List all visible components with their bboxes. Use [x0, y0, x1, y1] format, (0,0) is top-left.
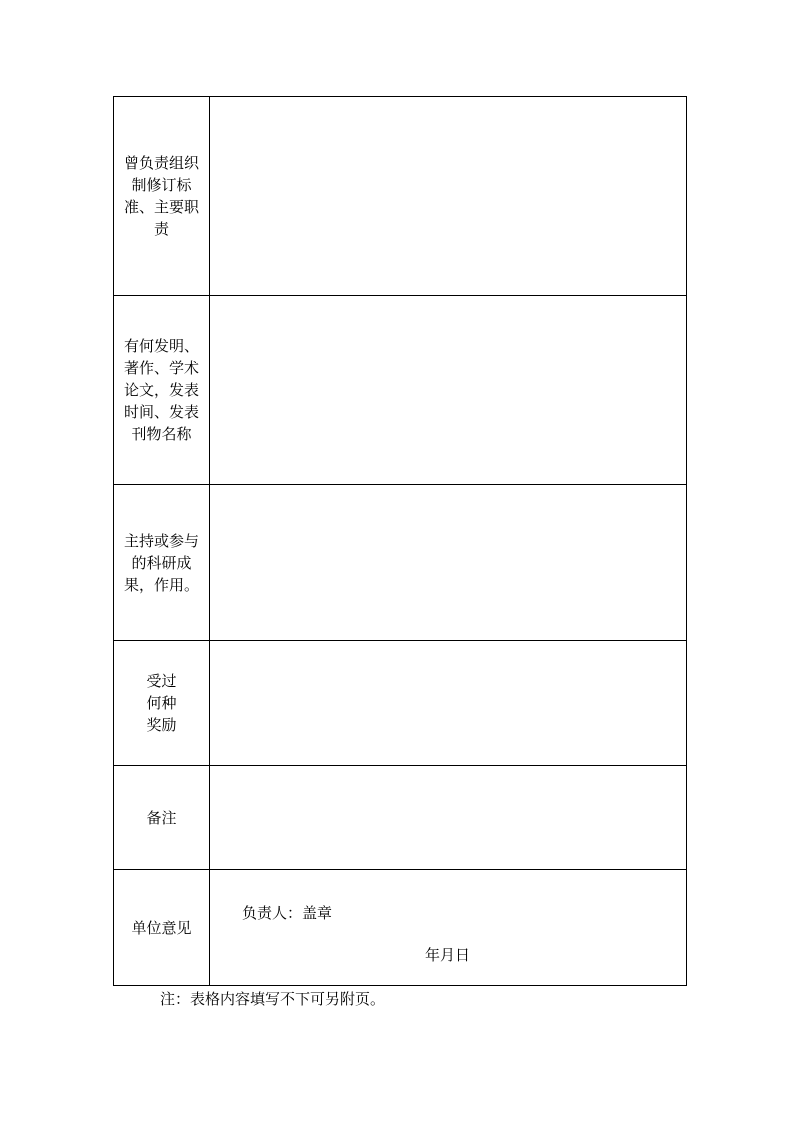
row-label-text: 主持或参与的科研成果，作用。: [123, 531, 199, 594]
row-content-research[interactable]: [210, 485, 687, 641]
row-label-standards: [114, 97, 210, 296]
date-label: 年月日: [425, 946, 471, 964]
form-row-standards: [114, 97, 687, 296]
footnote: 注：表格内容填写不下可另附页。: [160, 990, 386, 1008]
form-row-unit-opinion: [114, 870, 687, 986]
application-form-table: [113, 96, 687, 986]
row-label-text: 受过何种奖励: [146, 672, 177, 734]
row-content-unit-opinion[interactable]: [210, 870, 687, 986]
row-label-text: 单位意见: [131, 918, 192, 937]
row-label-research: [114, 485, 210, 641]
row-content-standards[interactable]: [210, 97, 687, 296]
row-label-text: 备注: [146, 808, 177, 827]
row-label-awards: [114, 641, 210, 766]
row-label-text: 曾负责组织制修订标准、主要职责: [123, 154, 199, 238]
form-row-awards: [114, 641, 687, 766]
row-label-remarks: [114, 766, 210, 870]
row-content-publications[interactable]: [210, 296, 687, 485]
form-row-remarks: [114, 766, 687, 870]
form-row-research: [114, 485, 687, 641]
row-label-unit-opinion: [114, 870, 210, 986]
row-label-text: 有何发明、著作、学术论文，发表时间、发表刊物名称: [123, 337, 199, 443]
row-content-awards[interactable]: [210, 641, 687, 766]
row-content-remarks[interactable]: [210, 766, 687, 870]
signer-stamp-label: 负责人：盖章: [242, 904, 333, 922]
row-label-publications: [114, 296, 210, 485]
form-row-publications: [114, 296, 687, 485]
